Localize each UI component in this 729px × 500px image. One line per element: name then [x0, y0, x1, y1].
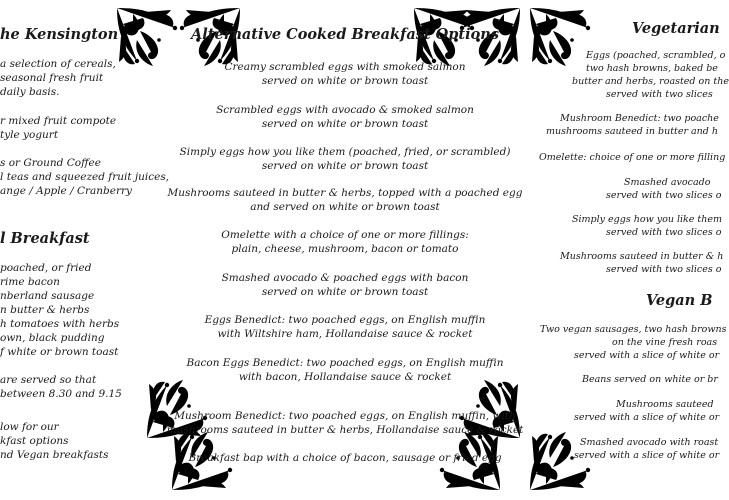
menu-item-line: Breakfast bap with a choice of bacon, sausage or fried egg: [188, 452, 502, 464]
menu-item-line: served with a slice of white or: [574, 412, 720, 423]
menu-item-line: Eggs (poached, scrambled, o: [586, 50, 726, 61]
menu-item-line: mushrooms sauteed in butter & herbs, Hollandaise sauce & rocket: [166, 424, 524, 436]
left-section-title: l Breakfast: [0, 230, 90, 247]
list-item: tyle yogurt: [0, 129, 59, 141]
corner-ornament-icon: [528, 6, 590, 68]
list-item: n butter & herbs: [0, 304, 90, 316]
list-item: h tomatoes with herbs: [0, 318, 120, 330]
list-item: r mixed fruit compote: [0, 115, 117, 127]
menu-item-line: served with two slices o: [606, 190, 722, 201]
footer-line: kfast options: [0, 435, 69, 447]
center-panel-title: Alternative Cooked Breakfast Options: [191, 26, 499, 43]
menu-item-line: served on white or brown toast: [261, 75, 429, 87]
menu-item-line: Smashed avocado with roast: [580, 437, 719, 448]
list-item: own, black pudding: [0, 332, 105, 344]
intro-line: daily basis.: [0, 86, 60, 98]
menu-item-line: served with two slices o: [606, 264, 722, 275]
menu-item-line: on the vine fresh roas: [612, 337, 718, 348]
menu-item-line: Simply eggs how you like them: [572, 214, 722, 225]
list-item: ange / Apple / Cranberry: [0, 185, 132, 197]
list-item: l teas and squeezed fruit juices,: [0, 171, 170, 183]
menu-item-line: with bacon, Hollandaise sauce & rocket: [238, 371, 452, 383]
menu-item-line: Omelette: choice of one or more filling: [539, 152, 726, 163]
menu-item-line: Bacon Eggs Benedict: two poached eggs, on English muffin: [186, 357, 504, 369]
menu-item-line: butter and herbs, roasted on the: [572, 76, 729, 87]
left-panel-title: he Kensington: [0, 26, 119, 43]
right-panel-title: Vegetarian: [632, 20, 720, 37]
menu-item-line: served on white or brown toast: [261, 118, 429, 130]
served-line: are served so that: [0, 374, 97, 386]
footer-line: nd Vegan breakfasts: [0, 449, 109, 461]
list-item: nberland sausage: [0, 290, 95, 302]
intro-line: seasonal fresh fruit: [0, 72, 104, 84]
menu-item-line: with Wiltshire ham, Hollandaise sauce & rocket: [217, 328, 473, 340]
menu-item-line: served on white or brown toast: [261, 286, 429, 298]
menu-item-line: Smashed avocado & poached eggs with bacon: [221, 272, 469, 284]
menu-item-line: Two vegan sausages, two hash browns: [540, 324, 727, 335]
menu-item-line: served with a slice of white or: [574, 450, 720, 461]
corner-ornament-icon: [115, 6, 177, 68]
intro-line: a selection of cereals,: [0, 58, 116, 70]
menu-item-line: Smashed avocado: [624, 177, 711, 188]
menu-item-line: and served on white or brown toast: [250, 201, 440, 213]
list-item: rime bacon: [0, 276, 60, 288]
menu-item-line: plain, cheese, mushroom, bacon or tomato: [231, 243, 459, 255]
menu-item-line: Creamy scrambled eggs with smoked salmon: [224, 61, 466, 73]
menu-item-line: Mushrooms sauteed in butter & herbs, topped with a poached egg: [167, 187, 523, 199]
menu-item-line: Mushroom Benedict: two poached eggs, on English muffin, with: [174, 410, 516, 422]
menu-item-line: Omelette with a choice of one or more fillings:: [221, 229, 469, 241]
menu-item-line: mushrooms sauteed in butter and h: [546, 126, 719, 137]
menu-item-line: Mushrooms sauteed in butter & h: [560, 251, 724, 262]
list-item: f white or brown toast: [0, 346, 119, 358]
menu-item-line: Beans served on white or br: [582, 374, 718, 385]
menu-item-line: Scrambled eggs with avocado & smoked salmon: [216, 104, 474, 116]
list-item: poached, or fried: [0, 262, 92, 274]
menu-item-line: served with a slice of white or: [574, 350, 720, 361]
menu-item-line: served with two slices o: [606, 227, 722, 238]
menu-item-line: Eggs Benedict: two poached eggs, on English muffin: [204, 314, 486, 326]
menu-item-line: served with two slices: [606, 89, 713, 100]
list-item: s or Ground Coffee: [0, 157, 101, 169]
menu-item-line: Simply eggs how you like them (poached, fried, or scrambled): [179, 146, 511, 158]
menu-item-line: served on white or brown toast: [261, 160, 429, 172]
vegan-section-title: Vegan B: [646, 292, 713, 309]
menu-item-line: Mushroom Benedict: two poache: [560, 113, 719, 124]
served-line: between 8.30 and 9.15: [0, 388, 122, 400]
footer-line: low for our: [0, 421, 59, 433]
menu-item-line: Mushrooms sauteed: [616, 399, 714, 410]
menu-item-line: two hash browns, baked be: [586, 63, 718, 74]
